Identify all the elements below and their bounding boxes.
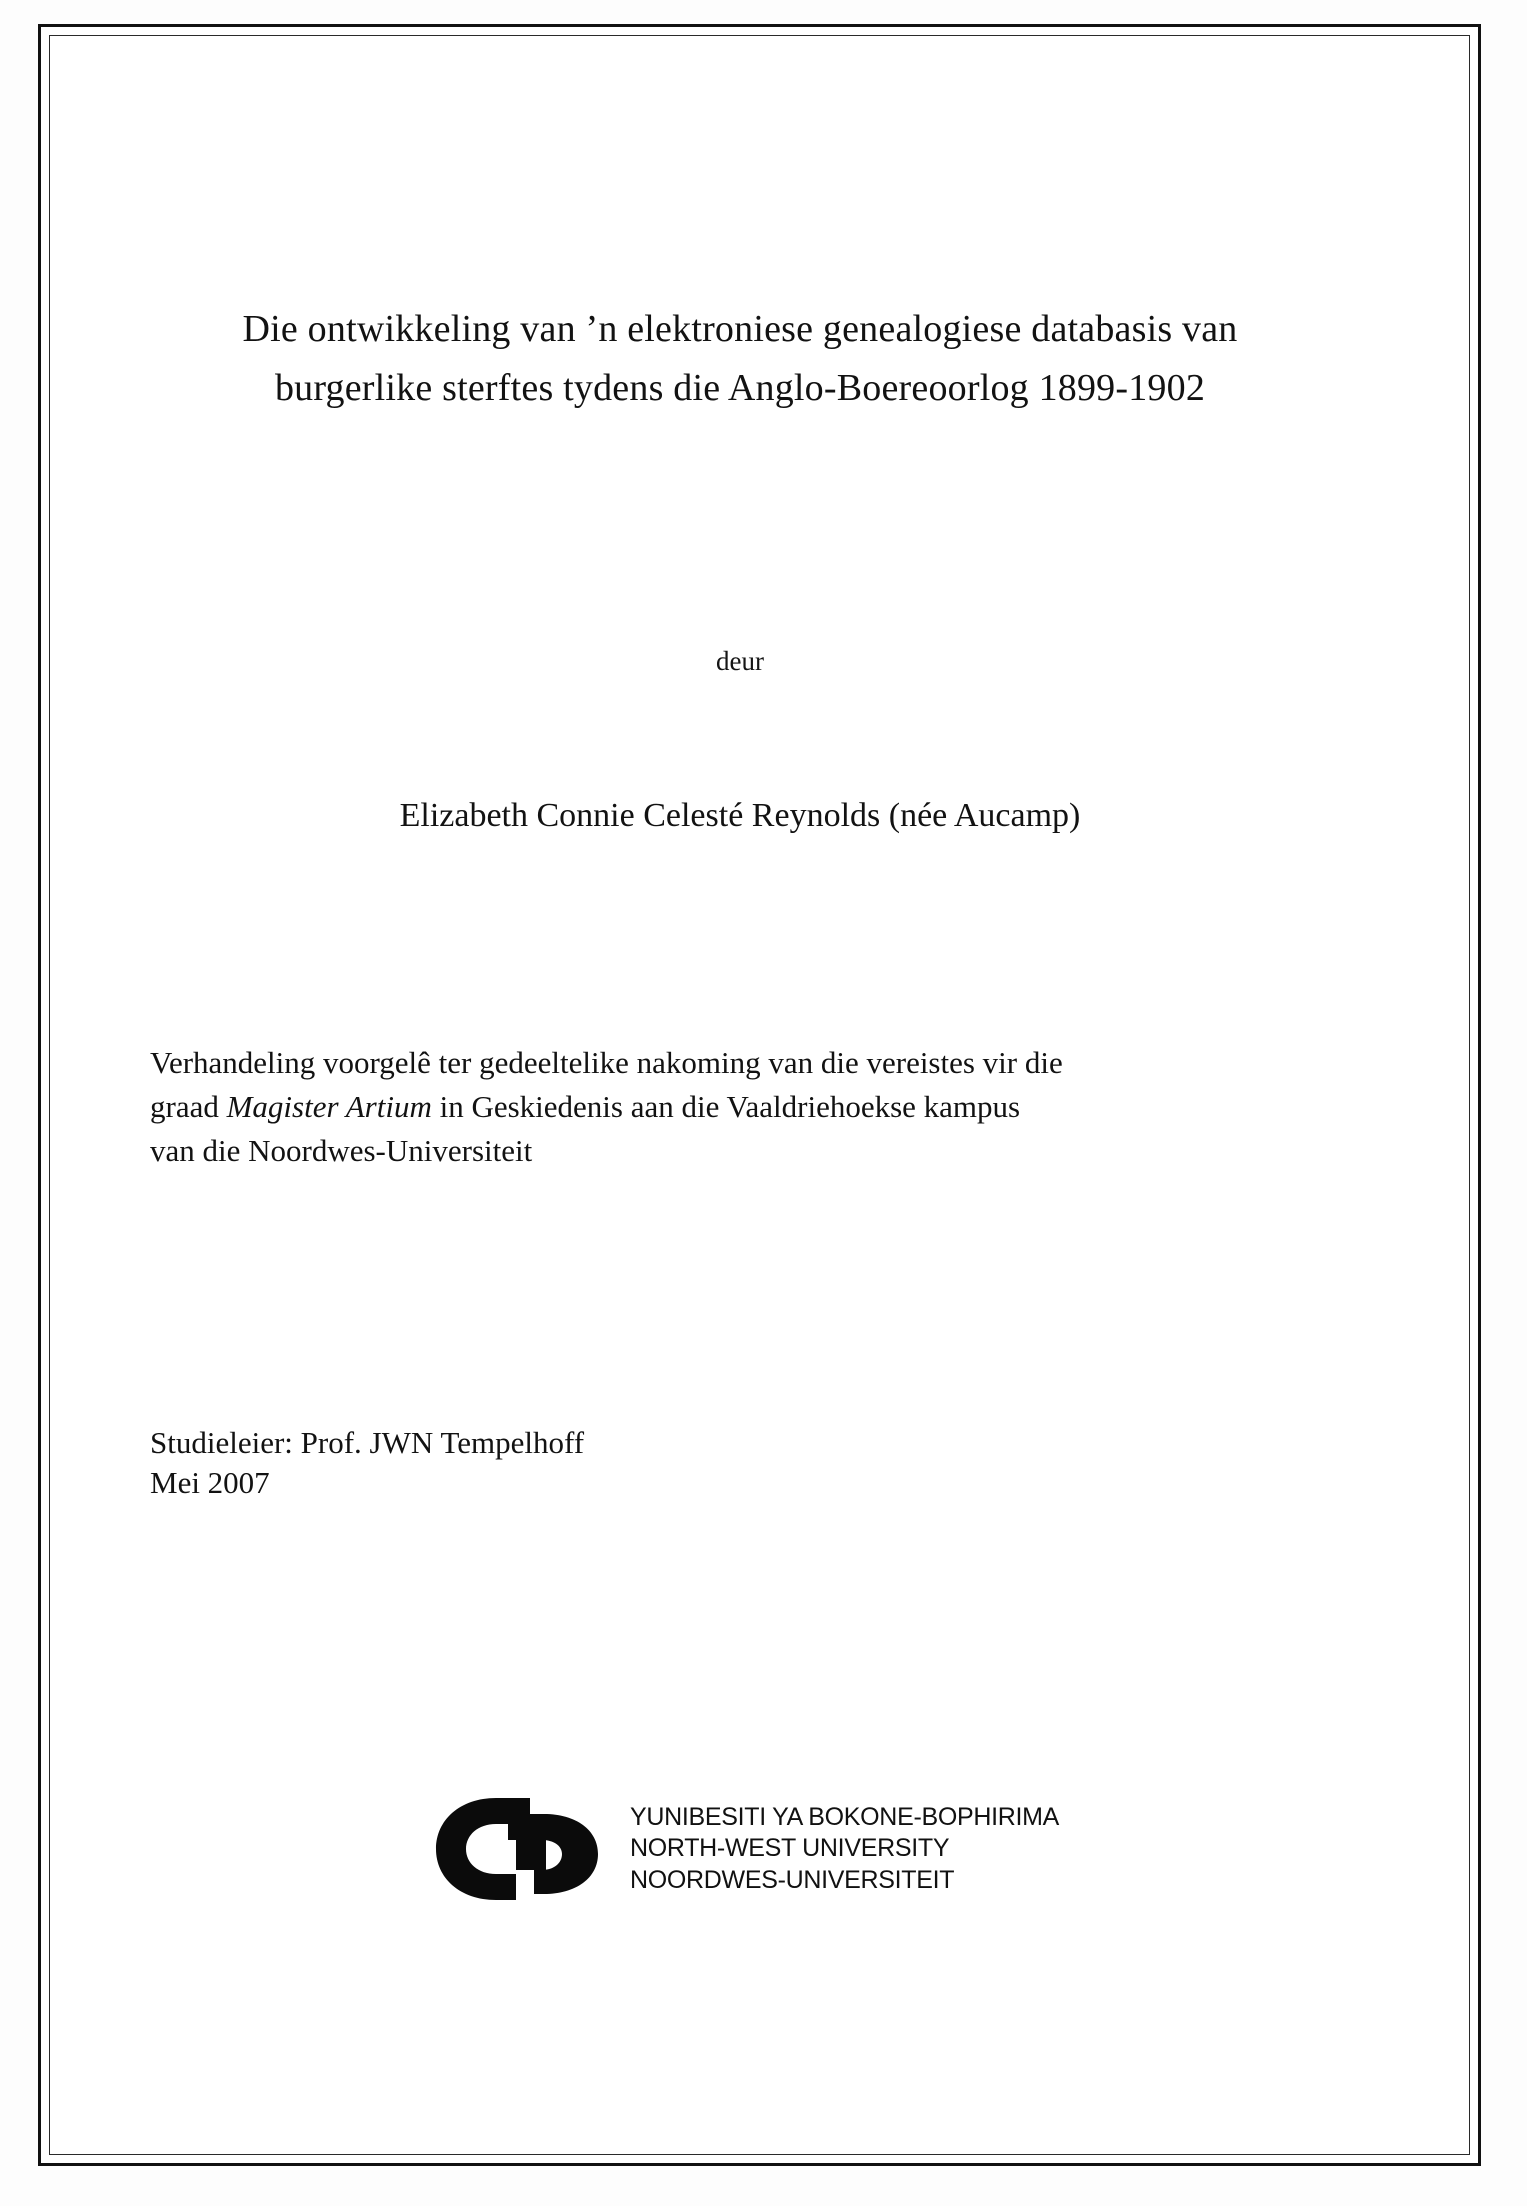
title-line-2: burgerlike sterftes tydens die Anglo-Boereoorlog 1899-1902	[274, 366, 1206, 409]
title-page-content	[150, 300, 1330, 1502]
university-logo-text	[630, 1802, 1059, 1897]
degree-statement	[150, 1041, 1290, 1173]
supervisor-block	[150, 1423, 1330, 1502]
degree-statement-line-2-suffix: in Geskiedenis aan die Vaaldriehoekse kampus	[431, 1088, 1021, 1124]
logo-line-1: YUNIBESITI YA BOKONE-BOPHIRIMA	[630, 1802, 1060, 1831]
degree-statement-line-3: van die Noordwes-Universiteit	[150, 1132, 533, 1168]
degree-statement-line-2-prefix: graad	[150, 1088, 227, 1124]
date-line: Mei 2007	[150, 1464, 270, 1500]
degree-name: Magister Artium	[226, 1088, 432, 1124]
title-line-1: Die ontwikkeling van ’n elektroniese genealogiese databasis van	[242, 308, 1238, 350]
degree-statement-line-1: Verhandeling voorgelê ter gedeeltelike nakoming van die vereistes vir die	[150, 1044, 1063, 1080]
university-logo	[430, 1790, 1059, 1908]
north-west-university-logo-icon	[430, 1790, 616, 1908]
author-label: deur	[716, 645, 764, 676]
author-name: Elizabeth Connie Celesté Reynolds (née Aucamp)	[399, 796, 1081, 834]
supervisor-line: Studieleier: Prof. JWN Tempelhoff	[150, 1424, 585, 1460]
degree-statement-line-2	[150, 1085, 1290, 1129]
logo-line-3: NOORDWES-UNIVERSITEIT	[630, 1865, 955, 1894]
logo-line-2: NORTH-WEST UNIVERSITY	[630, 1834, 950, 1863]
page-title	[160, 300, 1320, 418]
